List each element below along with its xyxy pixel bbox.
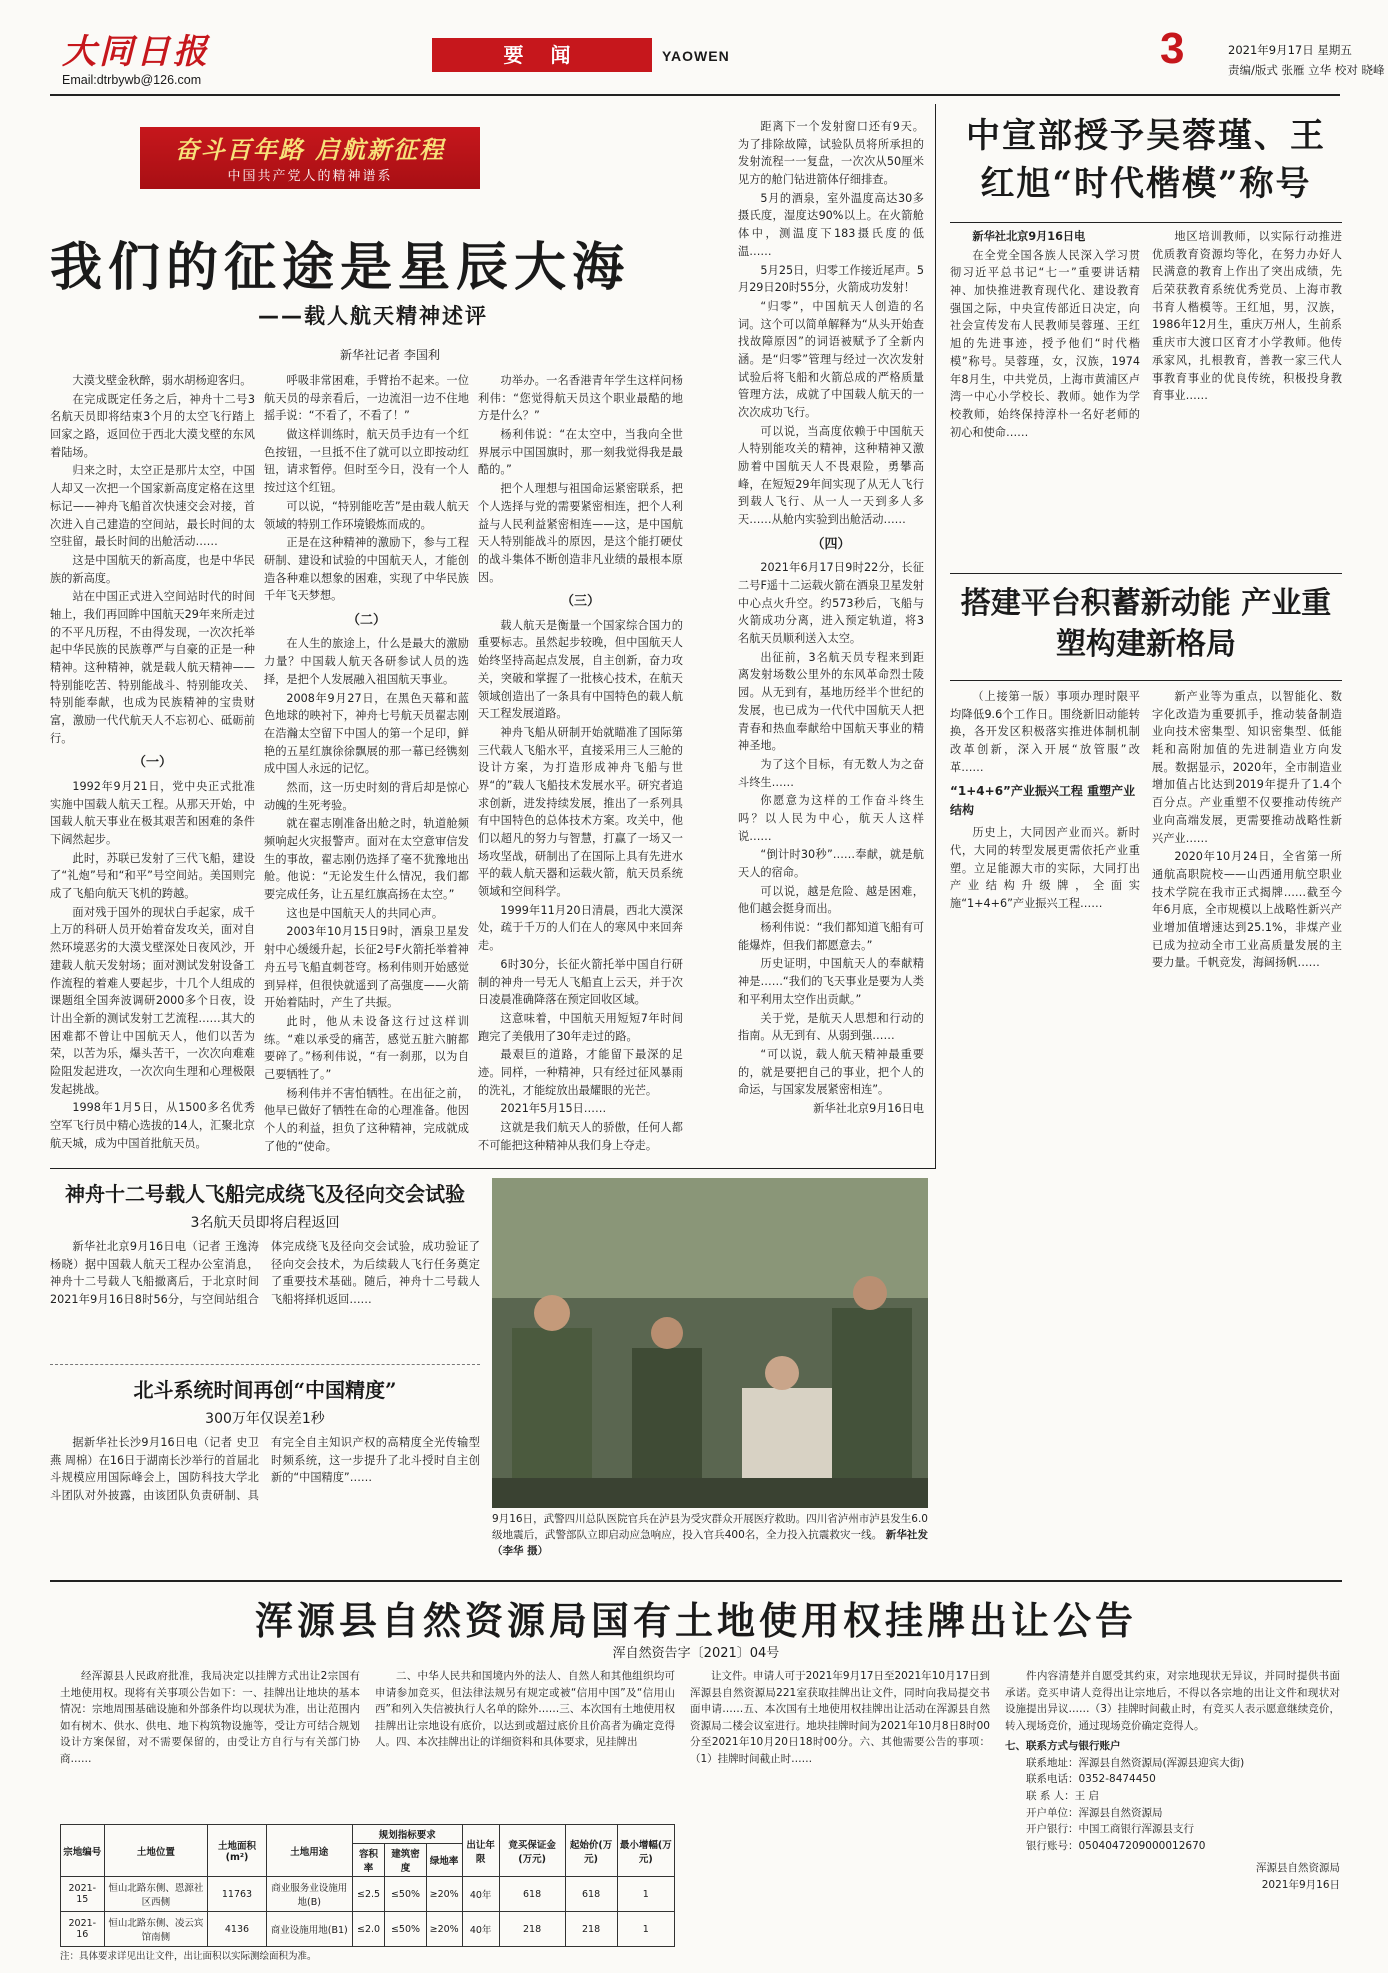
section-marker: （二） [346,612,386,628]
paragraph: 呼吸非常困难，手臂抬不起来。一位航天员的母亲看后，一边流泪一边不住地摇手说：“不看了，不看了！” [264,374,469,423]
notice-column-4 [1005,1668,1340,1894]
headline-rule [950,680,1342,681]
table-header: 容积率 [352,1844,385,1877]
table-cell: 4136 [208,1912,266,1947]
table-cell: 商业服务业设施用地(B) [266,1877,352,1912]
right-mid-headline[interactable]: 搭建平台积蓄新动能 产业重塑构建新格局 [960,586,1332,662]
table-cell: 商业设施用地(B1) [266,1912,352,1947]
paragraph: 2003年10月15日9时，酒泉卫星发射中心缓缓升起，长征2号F火箭托举着神舟五号飞船直刺苍穹。杨利伟则开始感觉到异样，但很快就遥到了高强度——火箭开始着陆时，产生了共振。 [264,925,469,1010]
table-header: 最小增幅(万元) [617,1825,674,1877]
contact-line: 联 系 人：王 启 [1026,1790,1100,1803]
paragraph: “倒计时30秒”……奉献，就是航天人的宿命。 [738,848,924,880]
paragraph: 这是中国航天的新高度，也是中华民族的新高度。 [50,553,255,585]
banner-subtitle: 中国共产党人的精神谱系 [227,169,393,184]
paragraph: 此时，他从未设备这行过这样训练。“难以承受的痛苦，感觉五脏六腑都要碎了。”杨利伟说，“有一刹那，以为自己要牺牲了。” [264,1014,469,1081]
table-header: 建筑密度 [385,1844,426,1877]
headline-rule [950,222,1342,223]
paragraph: 距离下一个发射窗口还有9天。为了排除故障，试验队员将所承担的发射流程一一复盘，一次次从50厘米见方的舱门钻进箭体仔细排查。 [738,120,924,187]
paragraph: 地区培训教师，以实际行动推进优质教育资源均等化，在努力办好人民满意的教育上作出了突出成绩，先后荣获教育系统优秀党员、上海市教书育人楷模等。王红旭，男，汉族，1986年12月生，重庆万州人，生前系重庆市大渡口区育才小学教师。他传承家风，扎根教育，善教一家三代人事教育事业的优良传统，积极投身教育事业…… [1152,230,1342,403]
contact-line[interactable]: 联系电话：0352-8474450 [1026,1773,1156,1786]
paragraph: 件内容清楚并自愿受其约束，对宗地现状无异议，并同时提供书面承诺。竞买申请人竞得出让宗地后，不得以各宗地的出让文件和现状对设施提出异议……（3）挂牌时间截止时，有竞买人表示愿意继续竞价，转入现场竞价，通过现场竞价确定竞得人。 [1005,1670,1340,1732]
paragraph: 可以说，当高度依赖于中国航天人特别能攻关的精神，这种精神又激励着中国航天人不畏艰险，勇攀高峰，在短短29年间实现了从无人飞行到载人飞行、从一人一天到多人多天……从舱内实验到出舱活动…… [738,424,924,527]
paragraph: 杨利伟并不害怕牺牲。在出征之前，他早已做好了牺牲在命的心理准备。他因个人的利益，担负了这种精神，完成就成了他的“使命。 [264,1086,469,1153]
paragraph: 经浑源县人民政府批准，我局决定以挂牌方式出让2宗国有土地使用权。现将有关事项公告如下：一、挂牌出让地块的基本情况：宗地周围基础设施和外部条件均以现状为准，出让范围内如有树木、供水、供电、地下构筑物设施等，受让方可结合规划设计方案保留，对不需要保留的，由受让方自行与有关部门协商…… [60,1670,360,1765]
contact-email[interactable]: Email:dtrbywb@126.com [62,73,202,87]
table-group-header: 规划指标要求 [352,1825,462,1844]
paragraph: 在完成既定任务之后，神舟十二号3名航天员即将结束3个月的太空飞行踏上回家之路，返回位于西北大漠戈壁的东风着陆场。 [50,392,255,459]
newspaper-logo: 大同日报 [62,32,210,72]
lead-column-4 [738,118,924,1158]
paragraph: 出征前，3名航天员专程来到距离发射场数公里外的东风革命烈士陵园。从无到有，基地历经半个世纪的发展，也已成为一代代中国航天人把青春和热血奉献给中国航天事业的精神圣地。 [738,650,924,753]
table-cell: 1 [617,1877,674,1912]
table-cell: 11763 [208,1877,266,1912]
table-row [61,1877,675,1912]
banner-title: 奋斗百年路 启航新征程 [174,136,446,164]
table-header: 土地用途 [266,1825,352,1877]
section-label: 要 闻 [432,38,652,72]
right-top-headline[interactable]: 中宣部授予吴蓉瑾、王红旭“时代楷模”称号 [966,116,1326,205]
table-cell: ≤2.0 [352,1912,385,1947]
paragraph: 2021年5月15日…… [500,1102,607,1116]
table-header: 绿地率 [426,1844,462,1877]
table-note: 注：具体要求详见出让文件，出让面积以实际测绘面积为准。 [60,1951,317,1962]
paragraph: 新产业等为重点，以智能化、数字化改造为重要抓手，推动装备制造业向技术密集型、知识密集型、低能耗和高附加值的先进制造业方向发展。数据显示，2020年，全市制造业增加值占比达到2019年提升了1.4个百分点。产业重塑不仅要推动传统产业向高端发展，更需要推动战略性新兴产业…… [1152,690,1342,845]
paragraph: 杨利伟说：“在太空中，当我向全世界展示中国国旗时，那一刻我觉得我是最酷的。” [478,428,683,477]
table-cell: 618 [499,1877,565,1912]
section-label-en: YAOWEN [662,48,730,64]
photo-credit: 新华社发（李华 摄） [492,1528,928,1557]
paragraph [50,1153,255,1154]
notice-column-3 [690,1668,990,1958]
paragraph: 让文件。申请人可于2021年9月17日至2021年10月17日到浑源县自然资源局221室获取挂牌出让文件，同时向我局提交书面申请……五、本次国有土地使用权挂牌出让活动在浑源县自然资源局二楼会议室进行。地块挂牌时间为2021年10月8日8时00分至2021年10月20日18时00分。六、其他需要公告的事项：（1）挂牌时间截止时…… [690,1670,990,1765]
paragraph: 大漠戈壁金秋醉，弱水胡杨迎客归。 [72,374,252,387]
lead-headline[interactable]: 我们的征途是星辰大海 [50,237,631,298]
section-marker: （四） [811,536,851,552]
page-number: 3 [1160,24,1185,73]
table-header: 竞买保证金(万元) [499,1825,565,1877]
contact-heading: 七、联系方式与银行账户 [1005,1740,1121,1753]
table-cell: 恒山北路东侧、凌云宾馆南侧 [104,1912,208,1947]
contact-line: 开户银行：中国工商银行浑源县支行 [1026,1823,1194,1836]
paragraph: “可以说，载人航天精神最重要的，就是要把自己的事业，把个人的命运，与国家发展紧密相连”。 [738,1047,924,1097]
caption-text: 9月16日，武警四川总队医院官兵在泸县为受灾群众开展医疗救助。四川省泸州市泸县发生6.0级地震后，武警部队立即启动应急响应，投入官兵400名，全力投入抗震救灾一线。 [492,1513,928,1541]
contact-line: 开户单位：浑源县自然资源局 [1026,1806,1163,1819]
table-header: 起始价(万元) [565,1825,617,1877]
subsection-heading: “1+4+6”产业振兴工程 重塑产业结构 [950,784,1136,818]
paragraph: 在人生的旅途上，什么是最大的激励力量？中国载人航天各研参试人员的选择，是把个人发展融入祖国航天事业。 [264,637,469,686]
notice-issuer: 浑源县自然资源局 [1256,1862,1340,1875]
table-cell: 1 [617,1912,674,1947]
paragraph: 5月25日，归零工作接近尾声。5月29日20时55分，火箭成功发射！ [738,263,924,295]
masthead-rule [50,94,1340,96]
dateline: 新华社北京9月16日电 [972,230,1086,243]
paragraph: 6时30分，长征火箭托举中国自行研制的神舟一号无人飞船直上云天，并于次日凌晨准确降落在预定回收区域。 [478,957,683,1007]
paragraph: 把个人理想与祖国命运紧密联系，把个人选择与党的需要紧密相连，把个人利益与人民利益紧密相连——这，是中国航天人特别能战斗的原因，是这个能打硬仗的战斗集体不断创造非凡业绩的最根本原因。 [478,482,683,584]
section-divider [50,1168,935,1169]
right-top-column-1 [950,228,1140,568]
beidou-body [50,1434,480,1524]
paragraph: 功举办。一名香港青年学生这样问杨利伟：“您觉得航天员这个职业最酷的地方是什么？” [478,374,683,423]
table-cell: 2021-15 [61,1877,105,1912]
paragraph: 历史证明，中国航天人的奉献精神是……“我们的飞天事业是要为人类和平利用太空作出贡献。” [738,957,924,1006]
shenzhou-headline[interactable]: 神舟十二号载人飞船完成绕飞及径向交会试验 [65,1182,465,1206]
table-cell: 618 [565,1877,617,1912]
table-cell: 2021-16 [61,1912,105,1947]
paragraph: 然而，这一历史时刻的背后却是惊心动魄的生死考验。 [264,780,469,812]
lead-column-2 [264,372,469,1154]
paragraph: 就在翟志刚准备出舱之时，轨道舱频频响起火灾报警声。面对在太空意审信发生的事故，翟志刚仍选择了毫不犹豫地出舱。他说：“无论发生什么情况，我们都要完成任务，让五星红旗高扬在太空。” [264,817,469,902]
lead-byline: 新华社记者 李国利 [340,348,440,362]
lead-column-3 [478,372,683,1154]
lead-subheadline: ——载人航天精神述评 [258,304,488,328]
paragraph: 最艰巨的道路，才能留下最深的足迹。同样，一种精神，只有经过征风暴雨的洗礼，才能绽放出最耀眼的光芒。 [478,1048,683,1097]
paragraph: 站在中国正式进入空间站时代的时间轴上，我们再回眸中国航天29年来所走过的不平凡历程，不由得发现，一次次托举起中华民族的民族尊严与自豪的正是一种精神。这种精神，就是载人航天精神——特别能吃苦、特别能战斗、特别能攻关、特别能奉献，也成为民族精神的宝贵财富，激励一代代航天人不忘初心、砥砺前行。 [50,590,255,745]
land-parcel-table [60,1824,675,1947]
paragraph: 1999年11月20日清晨，西北大漠深处，疏于千万的人们在人的寒风中来回奔走。 [478,903,683,953]
section-marker: （三） [560,594,600,610]
table-cell: ≥20% [426,1877,462,1912]
paragraph: 这意味着，中国航天用短短7年时间跑完了美俄用了30年走过的路。 [478,1011,683,1043]
paragraph: “归零”，中国航天人创造的名词。这个可以简单解释为“从头开始查找故障原因”的词语被赋予了全新内涵。是“归零”管理与经过一次次发射试验后将飞船和火箭总成的严格质量管理方法，成就了中国载人航天的一次次成功飞行。 [738,299,924,419]
editor-credits: 责编/版式 张雁 立华 校对 晓峰 [1228,63,1385,77]
contact-line: 联系地址：浑源县自然资源局(浑源县迎宾大街) [1026,1756,1245,1769]
table-cell: 40年 [462,1912,499,1947]
paragraph: 5月的酒泉，室外温度高达30多摄氏度，湿度达90%以上。在火箭舱体中，测温度下183摄氏度的低温…… [738,191,924,258]
beidou-headline[interactable]: 北斗系统时间再创“中国精度” [133,1378,397,1402]
right-mid-column-2 [1152,688,1342,1678]
paragraph: 可以说，“特别能吃苦”是由载人航天领域的特别工作环境锻炼而成的。 [264,499,469,531]
paragraph: 神舟飞船从研制开始就瞄准了国际第三代载人飞船水平，直接采用三人三舱的设计方案，为打造形成神舟飞船与世界“的”载人飞船技术发展水平。研究者追求创新，进发持续发展，推出了一系列具有中国特色的总体技术方案。攻关中，他们以超凡的努力与智慧，打赢了一场又一场攻坚战，研制出了在国际上具有先进水平的载人航天器和运载火箭，航天员系统领域和空间科学。 [478,725,683,899]
paragraph: 历史上，大同因产业而兴。新时代，大同的转型发展更需依托产业重塑。立足能源大市的实际，大同打出产业结构升级牌，全面实施“1+4+6”产业振兴工程…… [950,826,1140,911]
paragraph: 2021年6月17日9时22分，长征二号F遥十二运载火箭在酒泉卫星发射中心点火升空。约573秒后，飞船与火箭成功分离，进入预定轨道，将3名航天员顺利送入太空。 [738,561,924,646]
paragraph: 2020年10月24日，全省第一所通航高职院校——山西通用航空职业技术学院在我市正式揭牌……截至今年6月底，全市规模以上战略性新兴产业增加值增速达到25.1%，非煤产业已成为拉动全市工业高质量发展的主要力量。千帆竞发，海阔扬帆…… [1152,850,1342,970]
table-header: 宗地编号 [61,1825,105,1877]
paragraph: 1992年9月21日，党中央正式批准实施中国载人航天工程。从那天开始，中国载人航天事业在极其艰苦和困难的条件下阔然起步。 [50,779,255,847]
notice-top-rule [50,1580,1342,1582]
paragraph: 可以说，越是危险、越是困难，他们越会挺身而出。 [738,884,924,916]
photo-caption [492,1512,928,1559]
story-divider [50,1364,480,1365]
table-header: 土地面积(m²) [208,1825,266,1877]
paragraph: 面对残于国外的现状白手起家，成千上万的科研人员开始着奋发攻关，面对自然环境恶劣的大漠戈壁深处日夜风沙，开建载人航天发射场；面对测试发射设备工作流程的着难人要起步，十几个人组成的课题组全国奔波调研2000多个日夜，设计出全新的测试发射工艺流程……其大的困难都不曾让中国航天人，他们以苦为荣，以苦为乐，爆头苦干，一次次向难难险阻发起进攻，一次次向生理和心理极限发起挑战。 [50,905,255,1096]
beidou-subheadline: 300万年仅误差1秒 [205,1411,325,1427]
paragraph: 二、中华人民共和国境内外的法人、自然人和其他组织均可申请参加竞买，但法律法规另有规定或被“信用中国”及“信用山西”和列入失信被执行人名单的除外……三、本次国有土地使用权挂牌出让宗地设有底价，以达到或超过底价且价高者为确定竞得人。四、本次挂牌出让的详细资料和具体要求，见挂牌出 [375,1670,675,1749]
paragraph: 载人航天是衡量一个国家综合国力的重要标志。虽然起步较晚，但中国航天人始终坚持高起点发展，自主创新，奋力攻关，突破和掌握了一批核心技术，在航天领域创造出了一条具有中国特色的载人航天工程发展道路。 [478,618,683,721]
right-top-column-2 [1152,228,1342,568]
table-cell: 218 [499,1912,565,1947]
column-divider [935,104,936,1169]
table-cell: 218 [565,1912,617,1947]
paragraph: 在全党全国各族人民深入学习贯彻习近平总书记“七一”重要讲话精神、加快推进教育现代化、建设教育强国之际，中央宣传部近日决定，向社会宣传发布人民教师吴蓉瑾、王红旭的先进事迹，授予他们“时代楷模”称号。吴蓉瑾，女，汉族，1974年8月生，中共党员，上海市黄浦区卢湾一中心小学校长、教师。她作为学校教师，始终保持淳朴一名好老师的初心和使命…… [950,248,1140,439]
notice-doc-number: 浑自然资告字〔2021〕04号 [612,1646,780,1661]
paragraph: 正是在这种精神的激励下，参与工程研制、建设和试验的中国航天人，才能创造各种难以想象的困难，实现了中华民族千年飞天梦想。 [264,536,469,603]
paragraph: 你愿意为这样的工作奋斗终生吗？以人民为中心，航天人这样说…… [738,794,924,843]
shenzhou-body [50,1238,480,1358]
paragraph: （上接第一版）事项办理时限平均降低9.6个工作日。围绕新旧动能转换，各开发区积极落实推进体制机制改革创新，深入开展“放管服”改革…… [950,690,1140,774]
table-header: 出让年限 [462,1825,499,1877]
paragraph: 这就是我们航天人的骄傲，任何人都不可能把这种精神从我们身上夺走。 [478,1121,683,1152]
notice-column-2 [375,1668,675,1818]
notice-title[interactable]: 浑源县自然资源局国有土地使用权挂牌出让公告 [254,1598,1137,1643]
notice-issue-date: 2021年9月16日 [1261,1878,1340,1891]
paragraph: 做这样训练时，航天员手边有一个红色按钮，一旦抵不住了就可以立即按动红钮，请求暂停。但时至今日，没有一个人按过这个红钮。 [264,428,469,495]
table-cell: 40年 [462,1877,499,1912]
paragraph: 2008年9月27日，在黑色天幕和蓝色地球的映衬下，神舟七号航天员翟志刚在浩瀚太空留下中国人的第一个足印，鲜艳的五星红旗徐徐飘展的那一幕已经镌刻成中国人永远的记忆。 [264,691,469,776]
section-marker: （一） [132,755,172,771]
contact-line: 银行账号：0504047209000012670 [1026,1839,1206,1852]
table-cell: 恒山北路东侧、恩源社区西侧 [104,1877,208,1912]
section-divider [950,573,1342,574]
news-photo[interactable] [492,1178,928,1508]
right-mid-column-1 [950,688,1140,1678]
paragraph: 归来之时，太空正是那片太空，中国人却又一次把一个国家新高度定格在这里标记——神舟飞船首次快速交会对接，首次进入自己建造的空间站，最长时间的太空驻留，最长时间的出舱活动…… [50,464,255,549]
table-row [61,1912,675,1947]
paragraph: 据新华社长沙9月16日电（记者 史卫燕 周棉）在16日于湖南长沙举行的首届北斗规模应用国际峰会上，国防科技大学北斗团队对外披露，由该团队负责研制、具有完全自主知识产权的高精度全光传输型时频系统，这一步提升了北斗授时自主创新的“中国精度”…… [50,1436,480,1503]
paragraph: 1998年1月5日，从1500多名优秀空军飞行员中精心选拔的14人，汇聚北京航天城，成为中国首批航天员。 [50,1101,255,1150]
lead-column-1 [50,372,255,1154]
notice-column-1 [60,1668,360,1818]
paragraph: 这也是中国航天人的共同心声。 [286,906,444,920]
paragraph: 杨利伟说：“我们都知道飞船有可能爆炸，但我们都愿意去。” [738,921,924,952]
paragraph: 关于党，是航天人思想和行动的指南。从无到有、从弱到强…… [738,1011,924,1043]
paragraph: 此时，苏联已发射了三代飞船，建设了“礼炮”号和“和平”号空间站。美国则完成了飞船向航天飞机的跨越。 [50,851,255,901]
paragraph: 为了这个目标，有无数人为之奋斗终生…… [738,757,924,789]
photo-illustration [492,1178,928,1508]
table-cell: ≤50% [385,1912,426,1947]
paragraph: 新华社北京9月16日电（记者 王逸涛 杨晓）据中国载人航天工程办公室消息，神舟十二号载人飞船撤离后，于北京时间2021年9月16日8时56分，与空间站组合体完成绕飞及径向交会试验，成功验证了径向交会技术，为后续载人飞行任务奠定了重要技术基础。随后，神舟十二号载人飞船将择机返回…… [50,1240,480,1307]
issue-date: 2021年9月17日 星期五 [1228,43,1352,57]
table-header: 土地位置 [104,1825,208,1877]
table-cell: ≥20% [426,1912,462,1947]
table-cell: ≤50% [385,1877,426,1912]
dateline: 新华社北京9月16日电 [813,1101,924,1115]
shenzhou-subheadline: 3名航天员即将启程返回 [190,1215,340,1231]
table-cell: ≤2.5 [352,1877,385,1912]
